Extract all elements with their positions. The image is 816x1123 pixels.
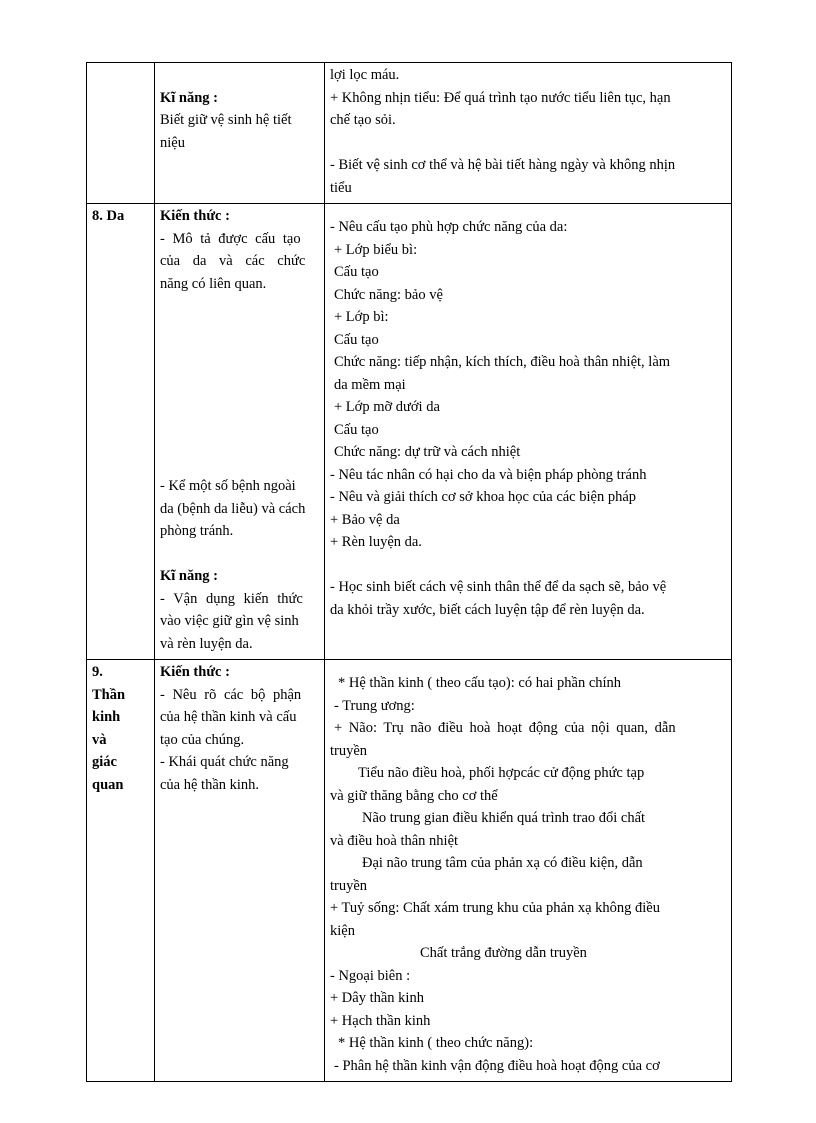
text-line: - Mô tả được cấu tạo	[160, 230, 301, 247]
text-line: phòng tránh.	[160, 523, 234, 539]
section-title: Thần	[92, 686, 126, 703]
text-line: + Não: Trụ não điều hoà hoạt động của nội quan, dẫn	[334, 720, 676, 736]
section-title: 9.	[92, 664, 103, 680]
text-line: - Phân hệ thần kinh vận động điều hoà hoạt động của cơ	[334, 1057, 660, 1074]
text-line: + Bảo vệ da	[330, 511, 400, 528]
table-row	[87, 63, 732, 204]
knowledge-heading: Kiến thức :	[160, 664, 230, 680]
detail-cell	[325, 63, 732, 204]
detail-cell	[325, 660, 732, 1082]
text-line: và rèn luyện da.	[160, 635, 253, 652]
section-cell	[87, 660, 155, 1082]
text-line: tạo của chúng.	[160, 731, 245, 748]
text-line: + Rèn luyện da.	[330, 534, 422, 550]
text-line: - Khái quát chức năng	[160, 754, 289, 770]
text-line: + Hạch thần kinh	[330, 1012, 431, 1029]
text-line: của hệ thần kinh và cấu	[160, 709, 297, 725]
text-line: - Vận dụng kiến thức	[160, 590, 303, 607]
text-line: - Ngoại biên :	[330, 967, 411, 984]
text-line: truyền	[330, 877, 368, 894]
text-line: + Tuỷ sống: Chất xám trung khu của phản xạ không điều	[330, 900, 660, 916]
text-line: - Nêu cấu tạo phù hợp chức năng của da:	[330, 219, 568, 235]
objective-cell	[155, 660, 325, 1082]
text-line: da mềm mại	[334, 376, 406, 393]
text-line: * Hệ thần kinh ( theo cấu tạo): có hai phần chính	[338, 675, 622, 691]
text-line: truyền	[330, 742, 368, 759]
text-line: * Hệ thần kinh ( theo chức năng):	[338, 1035, 534, 1051]
text-line: - Nêu tác nhân có hại cho da và biện pháp phòng tránh	[330, 466, 647, 483]
objective-cell	[155, 63, 325, 204]
text-line: và điều hoà thân nhiệt	[330, 832, 459, 849]
objective-cell	[155, 204, 325, 660]
text-line: Cấu tạo	[334, 421, 379, 438]
section-cell	[87, 204, 155, 660]
text-line: + Không nhịn tiểu: Để quá trình tạo nước tiểu liên tục, hạn	[330, 89, 671, 106]
text-line: năng có liên quan.	[160, 275, 267, 292]
knowledge-heading: Kiến thức :	[160, 208, 230, 224]
text-line: của hệ thần kinh.	[160, 776, 260, 793]
skill-heading: Kĩ năng :	[160, 568, 219, 584]
table-row	[87, 660, 732, 1082]
text-line: + Dây thần kinh	[330, 990, 424, 1006]
content-table	[86, 62, 732, 1082]
text-line: chế tạo sỏi.	[330, 112, 396, 128]
text-line: - Kể một số bệnh ngoài	[160, 478, 296, 494]
section-title: kinh	[92, 709, 121, 725]
section-title: quan	[92, 776, 124, 793]
text-line: - Học sinh biết cách vệ sinh thân thể để da sạch sẽ, bảo vệ	[330, 579, 667, 595]
text-line: Cấu tạo	[334, 331, 379, 348]
text-line: Chức năng: tiếp nhận, kích thích, điều hoà thân nhiệt, làm	[334, 354, 671, 370]
text-line: của da và các chức	[160, 253, 306, 269]
text-line: da (bệnh da liễu) và cách	[160, 500, 306, 517]
text-line: + Lớp mỡ dưới da	[334, 399, 440, 415]
text-line: Não trung gian điều khiển quá trình trao đổi chất	[362, 810, 646, 826]
text-line: - Biết vệ sinh cơ thể và hệ bài tiết hàng ngày và không nhịn	[330, 157, 676, 173]
text-line: tiểu	[330, 179, 352, 196]
skill-heading: Kĩ năng :	[160, 89, 219, 106]
text-line: Chức năng: bảo vệ	[334, 286, 443, 303]
section-title: giác	[92, 754, 117, 770]
text-line: niệu	[160, 134, 185, 151]
text-line: Biết giữ vệ sinh hệ tiết	[160, 112, 292, 128]
text-line: - Nêu rõ các bộ phận	[160, 686, 302, 703]
text-line: Chất trắng đường dẫn truyền	[420, 945, 587, 961]
text-line: Đại não trung tâm của phản xạ có điều kiện, dẫn	[362, 855, 643, 871]
table-row	[87, 204, 732, 660]
text-line: vào việc giữ gìn vệ sinh	[160, 613, 299, 629]
text-line: da khỏi trầy xước, biết cách luyện tập để rèn luyện da.	[330, 601, 645, 618]
detail-cell	[325, 204, 732, 660]
section-title: 8. Da	[92, 208, 125, 224]
text-line: và giữ thăng bằng cho cơ thể	[330, 787, 498, 804]
text-line: + Lớp biểu bì:	[334, 241, 418, 258]
text-line: Tiểu não điều hoà, phối hợpcác cử động phức tạp	[358, 765, 645, 781]
text-line: Chức năng: dự trữ và cách nhiệt	[334, 444, 521, 460]
text-line: - Trung ương:	[334, 697, 415, 714]
text-line: lợi lọc máu.	[330, 67, 400, 83]
text-line: kiện	[330, 922, 355, 939]
text-line: - Nêu và giải thích cơ sở khoa học của các biện pháp	[330, 489, 637, 505]
text-line: + Lớp bì:	[334, 309, 389, 325]
text-line: Cấu tạo	[334, 264, 379, 280]
section-cell	[87, 63, 155, 204]
section-title: và	[92, 731, 107, 748]
